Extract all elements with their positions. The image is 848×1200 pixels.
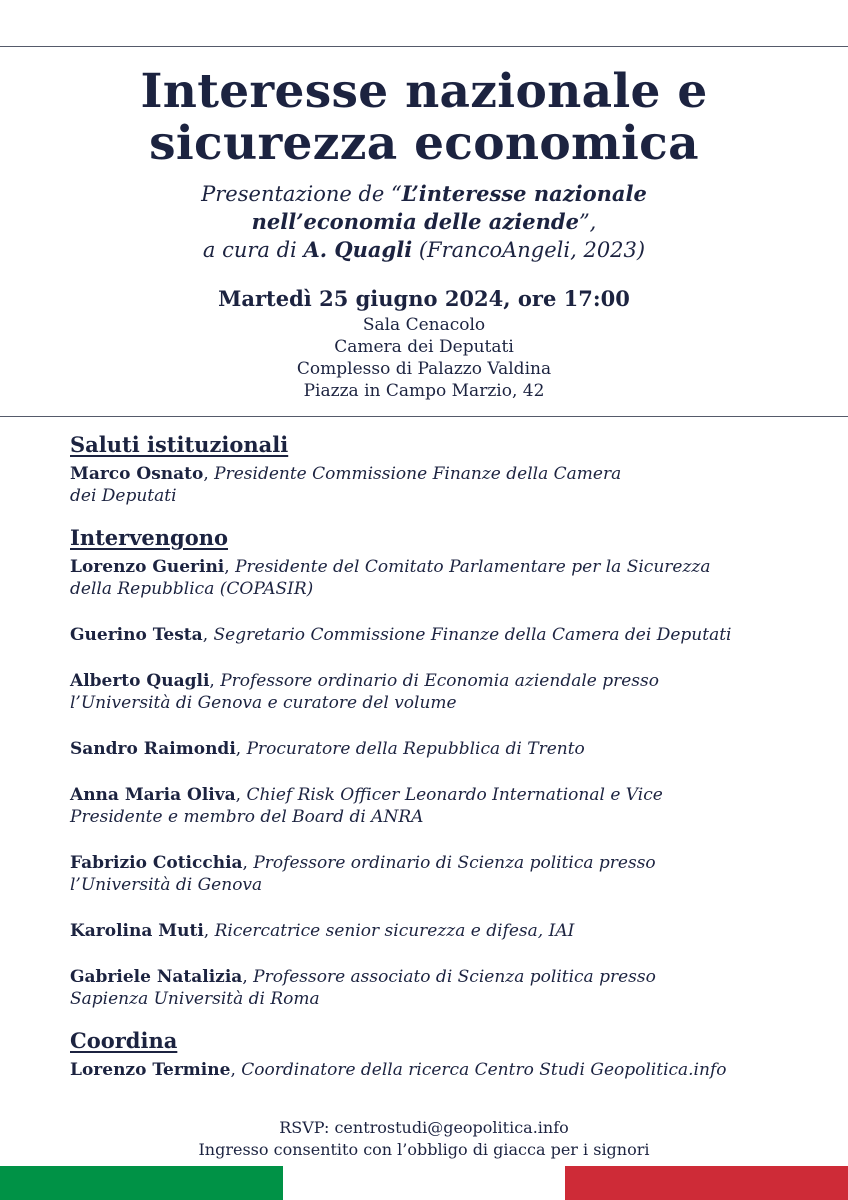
subtitle-line-2 [0, 208, 848, 236]
top-divider [0, 46, 848, 47]
speaker-entry: Gabriele Natalizia, Professore associato di Scienza politica presso Sapienza Università di Roma [70, 967, 656, 1009]
speaker-role: Professore ordinario di Scienza politica presso [253, 853, 656, 873]
book-title-part-2: nell’economia delle aziende [251, 209, 579, 234]
speaker-role: Procuratore della Repubblica di Trento [246, 739, 585, 759]
speaker-role-cont: dei Deputati [70, 486, 177, 506]
speaker-role: Coordinatore della ricerca Centro Studi Geopolitica.info [241, 1060, 727, 1080]
speaker-entry: Lorenzo Guerini, Presidente del Comitato Parlamentare per la Sicurezza della Repubblica (COPASIR) [70, 557, 711, 599]
flag-white-band [283, 1166, 565, 1200]
speaker-entry: Fabrizio Coticchia, Professore ordinario di Scienza politica presso l’Università di Genova [70, 853, 656, 895]
speaker-name: Lorenzo Termine [70, 1060, 231, 1080]
footer [0, 1117, 848, 1161]
subtitle-line-1 [0, 180, 848, 208]
subtitle-prefix: Presentazione de “ [201, 182, 402, 206]
speaker-entry: Marco Osnato, Presidente Commissione Finanze della Camera dei Deputati [70, 464, 622, 506]
speaker-name: Alberto Quagli [70, 671, 210, 691]
speaker-role: Presidente del Comitato Parlamentare per la Sicurezza [235, 557, 711, 577]
speaker-name: Karolina Muti [70, 921, 204, 941]
speaker-role-cont: Sapienza Università di Roma [70, 989, 320, 1009]
event-title-line-1: Interesse nazionale e [140, 64, 708, 119]
subtitle-quote-close: ”, [578, 210, 597, 234]
section-heading: Coordina [70, 1028, 178, 1053]
event-venue [0, 314, 848, 402]
speaker-name: Marco Osnato [70, 464, 204, 484]
speaker-name: Guerino Testa [70, 625, 203, 645]
speaker-role-cont: l’Università di Genova e curatore del volume [70, 693, 457, 713]
speaker-entry: Anna Maria Oliva, Chief Risk Officer Leonardo International e Vice Presidente e membro del Board di ANRA [70, 785, 663, 827]
venue-line: Sala Cenacolo [362, 315, 486, 335]
speaker-entry: Guerino Testa, Segretario Commissione Finanze della Camera dei Deputati [70, 625, 732, 645]
publisher-info: (FrancoAngeli, 2023) [412, 238, 646, 262]
speaker-entry: Lorenzo Termine, Coordinatore della ricerca Centro Studi Geopolitica.info [70, 1060, 727, 1080]
speaker-role-cont: della Repubblica (COPASIR) [70, 579, 314, 599]
speaker-role: Segretario Commissione Finanze della Camera dei Deputati [213, 625, 732, 645]
section-saluti [70, 432, 790, 507]
speaker-role-cont: Presidente e membro del Board di ANRA [70, 807, 424, 827]
section-heading: Saluti istituzionali [70, 432, 289, 457]
venue-line: Complesso di Palazzo Valdina [296, 359, 552, 379]
section-intervengono [70, 525, 790, 1010]
flag-green-band [0, 1166, 283, 1200]
section-heading: Intervengono [70, 525, 229, 550]
flag-red-band [565, 1166, 848, 1200]
speaker-entry: Karolina Muti, Ricercatrice senior sicurezza e difesa, IAI [70, 921, 575, 941]
speaker-role: Professore ordinario di Economia aziendale presso [220, 671, 659, 691]
speaker-name: Lorenzo Guerini [70, 557, 225, 577]
venue-line: Piazza in Campo Marzio, 42 [303, 381, 545, 401]
section-divider [0, 416, 848, 417]
venue-line: Camera dei Deputati [334, 337, 514, 357]
curator-name: A. Quagli [303, 237, 413, 262]
book-presentation-subtitle [0, 180, 848, 264]
speaker-role: Chief Risk Officer Leonardo International e Vice [246, 785, 663, 805]
speaker-name: Fabrizio Coticchia [70, 853, 243, 873]
curator-prefix: a cura di [202, 238, 304, 262]
speaker-name: Anna Maria Oliva [70, 785, 236, 805]
speaker-name: Sandro Raimondi [70, 739, 236, 759]
speaker-role: Professore associato di Scienza politica presso [253, 967, 656, 987]
speaker-role: Ricercatrice senior sicurezza e difesa, IAI [214, 921, 575, 941]
rsvp-contact: RSVP: centrostudi@geopolitica.info [279, 1118, 569, 1137]
speaker-entry: Sandro Raimondi, Procuratore della Repubblica di Trento [70, 739, 585, 759]
event-title [0, 66, 848, 170]
event-date: Martedì 25 giugno 2024, ore 17:00 [218, 286, 630, 311]
dress-code-note: Ingresso consentito con l’obbligo di giacca per i signori [198, 1140, 650, 1159]
speaker-role-cont: l’Università di Genova [70, 875, 263, 895]
speaker-role: Presidente Commissione Finanze della Camera [214, 464, 622, 484]
speaker-entry: Alberto Quagli, Professore ordinario di Economia aziendale presso l’Università di Genova e curatore del volume [70, 671, 659, 713]
speaker-name: Gabriele Natalizia [70, 967, 243, 987]
subtitle-line-3 [0, 236, 848, 264]
book-title-part-1: L’interesse nazionale [401, 181, 647, 206]
event-title-line-2: sicurezza economica [149, 116, 699, 171]
section-coordina [70, 1028, 790, 1081]
program [70, 432, 790, 1081]
